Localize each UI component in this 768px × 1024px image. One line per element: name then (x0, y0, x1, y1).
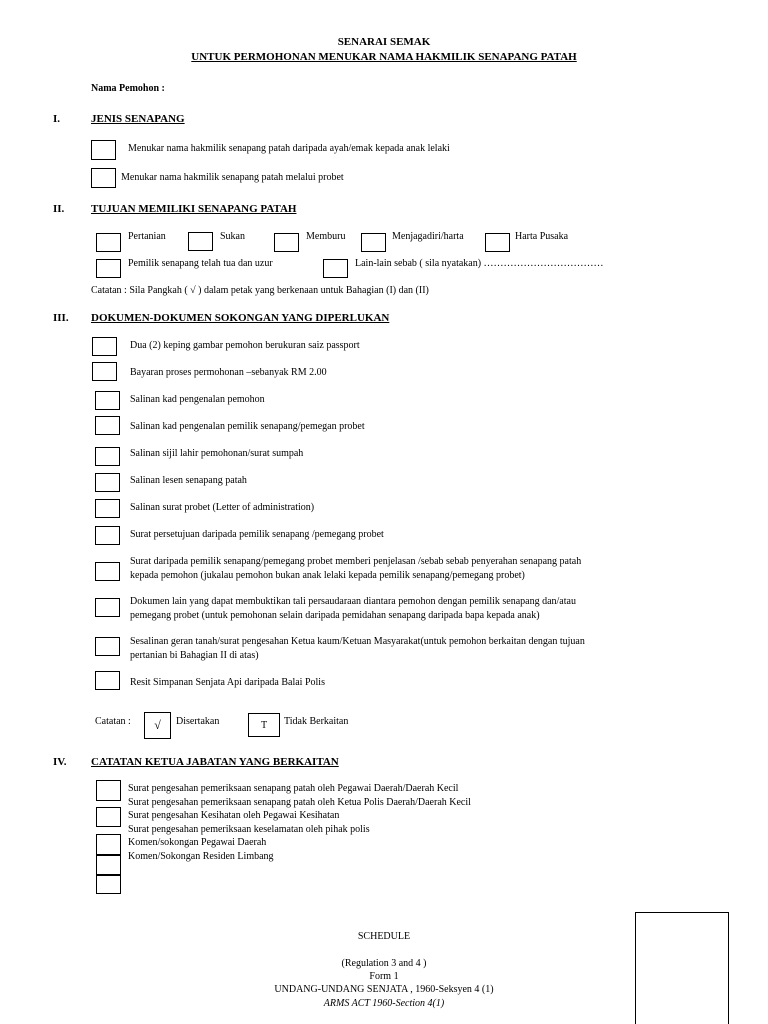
dokumen-item-10-line-2: pemegang probet (untuk pemohonan selain daripada pemidahan senapang daripada bapa kepada anak) (130, 610, 540, 621)
checkbox-dokumen-7[interactable] (95, 499, 120, 518)
checkbox-jenis-2[interactable] (91, 168, 116, 188)
dokumen-item-9-line-2: kepada pemohon (jukalau pemohon bukan anak lelaki kepada pemilik senapang/pemegang probet) (130, 570, 525, 581)
section-1-heading: JENIS SENAPANG (91, 113, 185, 125)
tujuan-harta-pusaka-label: Harta Pusaka (515, 231, 569, 242)
applicant-name-label: Nama Pemohon : (91, 83, 165, 94)
legend-included-box: √ (144, 712, 171, 739)
dokumen-item-6: Salinan lesen senapang patah (130, 475, 247, 486)
section-1-number: I. (53, 113, 61, 125)
checkbox-dokumen-10[interactable] (95, 598, 120, 617)
section-2-heading: TUJUAN MEMILIKI SENAPANG PATAH (91, 203, 297, 215)
checkbox-dokumen-5[interactable] (95, 447, 120, 466)
dokumen-item-5: Salinan sijil lahir pemohonan/surat sumpah (130, 448, 304, 459)
jenis-option-1: Menukar nama hakmilik senapang patah daripada ayah/emak kepada anak lelaki (128, 143, 450, 154)
checkbox-pertanian[interactable] (96, 233, 121, 252)
page-subtitle: UNTUK PERMOHONAN MENUKAR NAMA HAKMILIK SENAPANG PATAH (191, 51, 577, 63)
checkbox-catatan-5[interactable] (96, 875, 121, 894)
checkbox-catatan-3[interactable] (96, 834, 121, 855)
section-3-number: III. (53, 312, 69, 324)
catatan-item-5: Komen/sokongan Pegawai Daerah (128, 837, 267, 848)
checkbox-dokumen-8[interactable] (95, 526, 120, 545)
checkbox-lain-lain[interactable] (323, 259, 348, 278)
legend-not-applicable-box: T (248, 713, 280, 737)
dokumen-item-8: Surat persetujuan daripada pemilik senapang /pemegang probet (130, 529, 384, 540)
checkbox-harta-pusaka[interactable] (485, 233, 510, 252)
dokumen-item-11-line-2: pertanian bi Bahagian II di atas) (130, 650, 259, 661)
dokumen-item-1: Dua (2) keping gambar pemohon berukuran saiz passport (130, 340, 360, 351)
checkbox-dokumen-1[interactable] (92, 337, 117, 356)
checkbox-dokumen-3[interactable] (95, 391, 120, 410)
legend-included-label: Disertakan (176, 716, 220, 727)
catatan-item-4: Surat pengesahan pemeriksaan keselamatan oleh pihak polis (128, 824, 370, 835)
checkbox-memburu[interactable] (274, 233, 299, 252)
dokumen-item-7: Salinan surat probet (Letter of administration) (130, 502, 315, 513)
dokumen-item-12: Resit Simpanan Senjata Api daripada Balai Polis (130, 677, 325, 688)
catatan-item-2: Surat pengesahan pemeriksaan senapang patah oleh Ketua Polis Daerah/Daerah Kecil (128, 797, 471, 808)
checkbox-dokumen-12[interactable] (95, 671, 120, 690)
photo-box (635, 912, 729, 1024)
catatan-item-6: Komen/Sokongan Residen Limbang (128, 851, 274, 862)
schedule-act-malay: UNDANG-UNDANG SENJATA , 1960-Seksyen 4 (1) (274, 984, 494, 995)
catatan-item-1: Surat pengesahan pemeriksaan senapang patah oleh Pegawai Daerah/Daerah Kecil (128, 783, 459, 794)
checkbox-sukan[interactable] (188, 232, 213, 251)
tujuan-pemilik-tua-label: Pemilik senapang telah tua dan uzur (128, 258, 273, 269)
tujuan-sukan-label: Sukan (220, 231, 245, 242)
checkbox-dokumen-9[interactable] (95, 562, 120, 581)
dokumen-item-4: Salinan kad pengenalan pemilik senapang/pemegan probet (130, 421, 365, 432)
checkbox-dokumen-6[interactable] (95, 473, 120, 492)
section-4-number: IV. (53, 756, 67, 768)
checkbox-catatan-1[interactable] (96, 780, 121, 801)
section-3-heading: DOKUMEN-DOKUMEN SOKONGAN YANG DIPERLUKAN (91, 312, 390, 324)
section-2-note: Catatan : Sila Pangkah ( √ ) dalam petak yang berkenaan untuk Bahagian (I) dan (II) (91, 285, 429, 296)
tujuan-menjagadiri-label: Menjagadiri/harta (392, 231, 464, 242)
checkbox-dokumen-2[interactable] (92, 362, 117, 381)
jenis-option-2: Menukar nama hakmilik senapang patah melalui probet (121, 172, 344, 183)
catatan-item-3: Surat pengesahan Kesihatan oleh Pegawai Kesihatan (128, 810, 340, 821)
dokumen-item-9-line-1: Surat daripada pemilik senapang/pemegang probet memberi penjelasan /sebab sebab penyerahan senapang patah (130, 556, 582, 567)
checkbox-catatan-2[interactable] (96, 807, 121, 827)
tujuan-pertanian-label: Pertanian (128, 231, 166, 242)
legend-label: Catatan : (95, 716, 131, 727)
section-2-number: II. (53, 203, 65, 215)
section-4-heading: CATATAN KETUA JABATAN YANG BERKAITAN (91, 756, 339, 768)
dokumen-item-3: Salinan kad pengenalan pemohon (130, 394, 265, 405)
schedule-act-english: ARMS ACT 1960-Section 4(1) (323, 998, 445, 1009)
schedule-form: Form 1 (369, 971, 399, 982)
dokumen-item-10-line-1: Dokumen lain yang dapat membuktikan tali persaudaraan diantara pemohon dengan pemilik senapang dan/atau (130, 596, 576, 607)
dokumen-item-2: Bayaran proses permohonan –sebanyak RM 2.00 (130, 367, 327, 378)
schedule-title: SCHEDULE (357, 931, 411, 942)
dokumen-item-11-line-1: Sesalinan geran tanah/surat pengesahan Ketua kaum/Ketuan Masyarakat(untuk pemohon berkaitan dengan tujuan (130, 636, 585, 647)
page-title: SENARAI SEMAK (337, 36, 431, 48)
checkbox-menjagadiri[interactable] (361, 233, 386, 252)
schedule-regulation: (Regulation 3 and 4 ) (341, 958, 427, 969)
checkbox-dokumen-4[interactable] (95, 416, 120, 435)
legend-not-applicable-label: Tidak Berkaitan (284, 716, 349, 727)
tujuan-memburu-label: Memburu (306, 231, 346, 242)
checkbox-jenis-1[interactable] (91, 140, 116, 160)
checkbox-catatan-4[interactable] (96, 855, 121, 875)
tujuan-lain-lain-label: Lain-lain sebab ( sila nyatakan) ……………………………… (355, 258, 604, 269)
checkbox-pemilik-tua[interactable] (96, 259, 121, 278)
checkbox-dokumen-11[interactable] (95, 637, 120, 656)
